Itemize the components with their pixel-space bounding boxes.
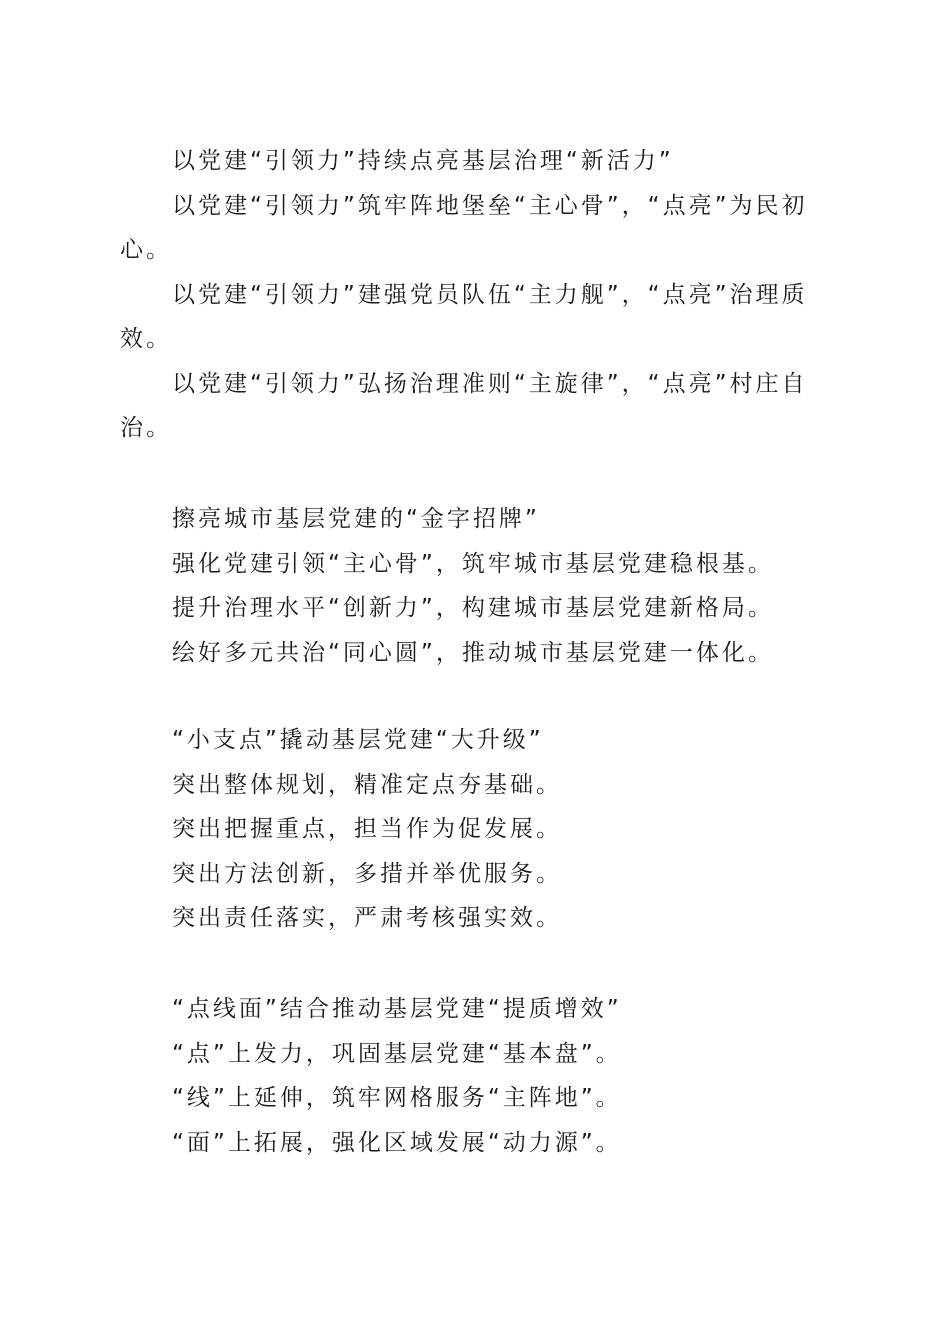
section-1 xyxy=(120,139,830,451)
section-2 xyxy=(120,497,830,675)
section-title: “点线面”结合推动基层党建“提质增效” xyxy=(172,996,622,1022)
paragraph: 绘好多元共治“同心圆”，推动城市基层党建一体化。 xyxy=(172,639,774,666)
section-4 xyxy=(120,987,830,1165)
paragraph: 突出方法创新，多措并举优服务。 xyxy=(172,860,562,887)
section-title: “小支点”撬动基层党建“大升级” xyxy=(172,727,544,753)
paragraph: 以党建“引领力”筑牢阵地堡垒“主心骨”，“点亮”为民初心。 xyxy=(120,192,808,263)
paragraph: 突出把握重点，担当作为促发展。 xyxy=(172,816,562,842)
section-title: 擦亮城市基层党建的“金字招牌” xyxy=(172,506,540,532)
paragraph: 突出责任落实，严肃考核强实效。 xyxy=(172,905,562,931)
paragraph: 强化党建引领“主心骨”，筑牢城市基层党建稳根基。 xyxy=(172,550,774,577)
paragraph: “面”上拓展，强化区域发展“动力源”。 xyxy=(172,1129,622,1156)
paragraph: 以党建“引领力”弘扬治理准则“主旋律”，“点亮”村庄自治。 xyxy=(120,370,808,441)
paragraph: “点”上发力，巩固基层党建“基本盘”。 xyxy=(172,1040,622,1067)
section-3 xyxy=(120,718,830,941)
section-title: 以党建“引领力”持续点亮基层治理“新活力” xyxy=(172,148,674,174)
paragraph: 以党建“引领力”建强党员队伍“主力舰”，“点亮”治理质效。 xyxy=(120,281,808,352)
paragraph: “线”上延伸，筑牢网格服务“主阵地”。 xyxy=(172,1085,622,1111)
paragraph: 突出整体规划，精准定点夯基础。 xyxy=(172,771,562,798)
paragraph: 提升治理水平“创新力”，构建城市基层党建新格局。 xyxy=(172,595,774,621)
